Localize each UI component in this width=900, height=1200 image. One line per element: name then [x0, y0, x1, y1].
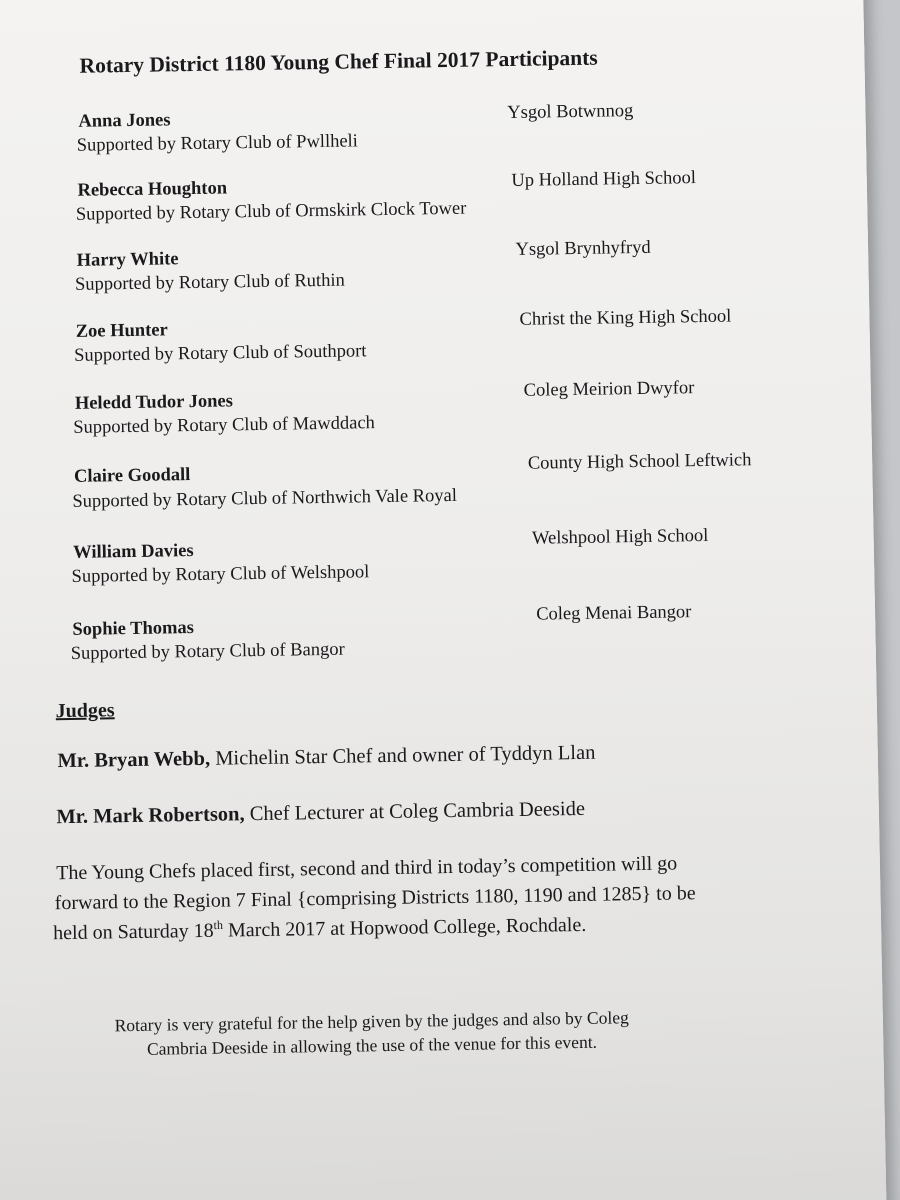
note-line: forward to the Region 7 Final {comprising Districts 1180, 1190 and 1285} to be — [54, 882, 696, 915]
judge-role: Michelin Star Chef and owner of Tyddyn Llan — [215, 741, 596, 770]
participant-club: Supported by Rotary Club of Pwllheli — [76, 131, 359, 156]
participant-club: Supported by Rotary Club of Southport — [73, 341, 367, 366]
participant-club: Supported by Rotary Club of Welshpool — [71, 562, 370, 587]
participant-school: Christ the King High School — [519, 306, 732, 330]
participant-name: Claire Goodall — [73, 465, 191, 487]
thanks-line: Rotary is very grateful for the help given by the judges and also by Coleg — [114, 1007, 629, 1036]
participant-club: Supported by Rotary Club of Ormskirk Clock Tower — [75, 198, 467, 225]
participant-club: Supported by Rotary Club of Ruthin — [74, 270, 345, 295]
judge-role: Chef Lecturer at Coleg Cambria Deeside — [249, 797, 586, 826]
judge-entry — [56, 798, 585, 829]
participant-name: Rebecca Houghton — [77, 178, 228, 201]
participant-name: Sophie Thomas — [72, 618, 195, 640]
note-line — [53, 914, 586, 945]
participant-name: William Davies — [73, 541, 194, 563]
participant-name: Zoe Hunter — [75, 320, 168, 342]
participant-school: Coleg Menai Bangor — [536, 602, 692, 625]
participant-school: Up Holland High School — [511, 168, 697, 191]
participant-name: Harry White — [76, 249, 179, 271]
participant-school: County High School Leftwich — [527, 450, 752, 474]
note-text: held on Saturday 18 — [53, 919, 214, 945]
participant-club: Supported by Rotary Club of Northwich Vale Royal — [72, 485, 458, 512]
participant-club: Supported by Rotary Club of Mawddach — [73, 413, 375, 438]
thanks-line: Cambria Deeside in allowing the use of the venue for this event. — [146, 1031, 598, 1059]
judges-heading: Judges — [55, 699, 115, 723]
judge-name: Mr. Bryan Webb, — [57, 747, 211, 773]
note-line: The Young Chefs placed first, second and third in today’s competition will go — [56, 852, 678, 885]
document-title: Rotary District 1180 Young Chef Final 2017 Participants — [79, 45, 598, 78]
judge-entry — [57, 742, 595, 773]
participant-school: Ysgol Brynhyfryd — [515, 237, 651, 260]
participant-name: Heledd Tudor Jones — [74, 391, 234, 414]
ordinal-suffix: th — [213, 917, 224, 933]
participant-school: Welshpool High School — [531, 525, 709, 549]
participant-school: Ysgol Botwnnog — [507, 101, 634, 124]
participant-club: Supported by Rotary Club of Bangor — [70, 639, 345, 664]
note-text: March 2017 at Hopwood College, Rochdale. — [222, 913, 587, 942]
participant-school: Coleg Meirion Dwyfor — [523, 378, 695, 401]
judge-name: Mr. Mark Robertson, — [56, 803, 245, 829]
participant-name: Anna Jones — [78, 110, 171, 132]
